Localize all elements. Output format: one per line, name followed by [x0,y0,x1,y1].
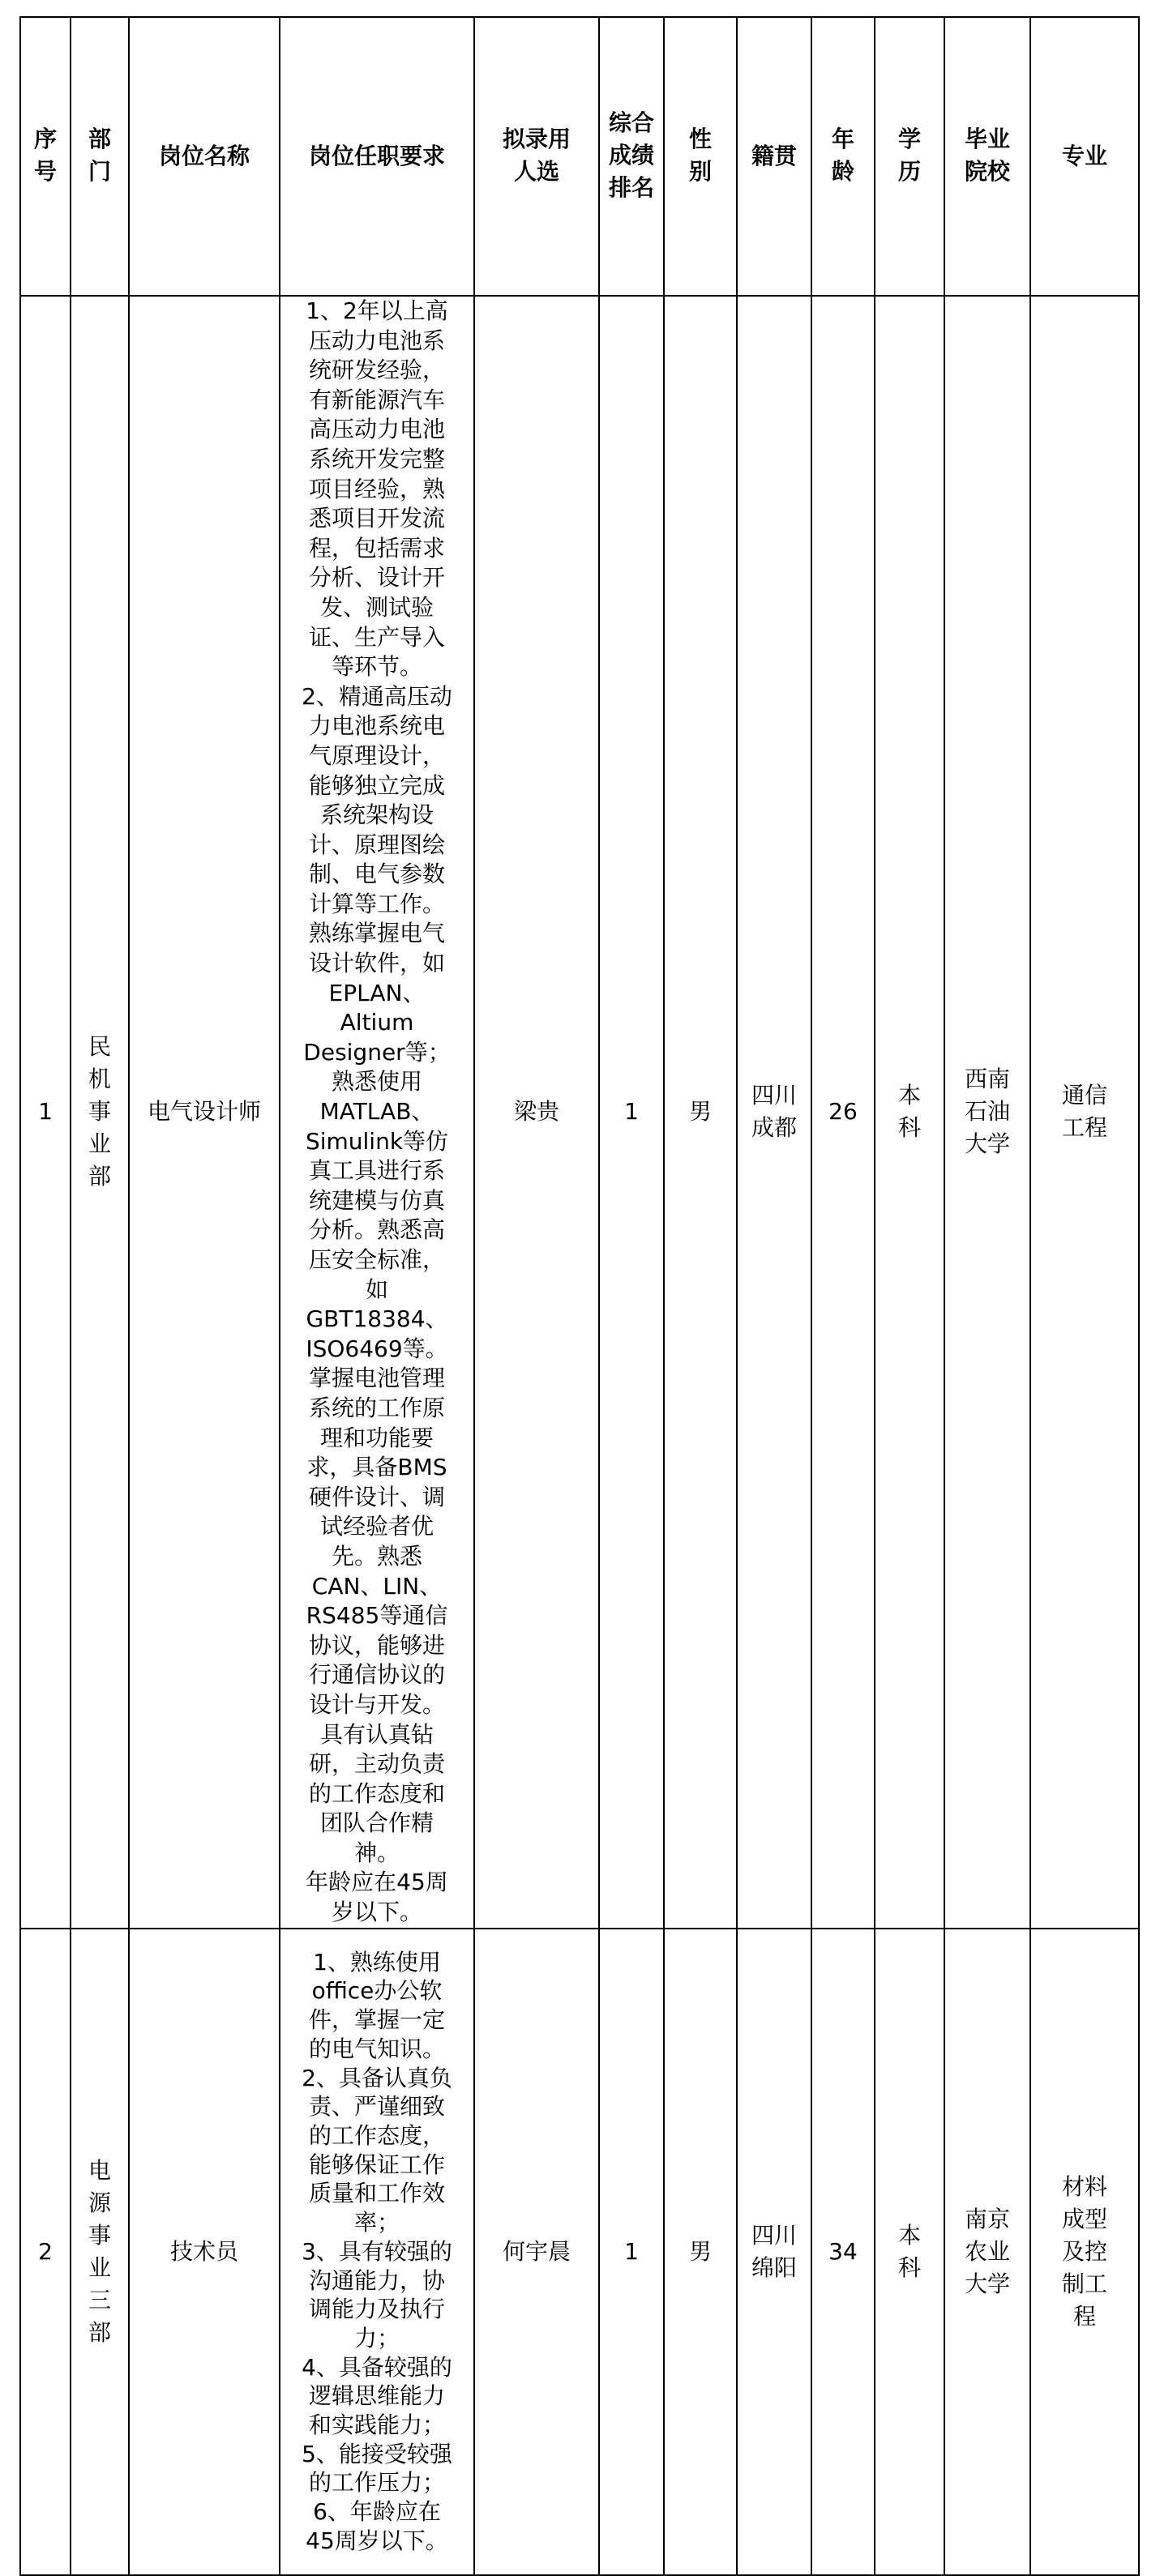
header-score-rank: 综合 成绩 排名 [599,17,664,296]
cell-origin: 四川 成都 [737,296,811,1929]
header-major: 专业 [1030,17,1139,296]
header-position: 岗位名称 [129,17,280,296]
cell-school: 西南 石油 大学 [944,296,1030,1929]
cell-origin: 四川 绵阳 [737,1929,811,2575]
header-gender: 性 别 [664,17,737,296]
cell-score-rank: 1 [599,1929,664,2575]
cell-requirements: 1、2年以上高 压动力电池系 统研发经验， 有新能源汽车 高压动力电池 系统开发完整 项目经验，熟 悉项目开发流 程，包括需求 分析、设计开 发、测试验 证、生产导入 等环节。 2、精通高压动 力电池系统电 气原理设计， 能够独立完成 系统架构设 计、原理图绘 制、电气参数 计算等工作。 熟练掌握电气 设计软件，如 EPLAN、 Altium Designer等； 熟悉使用 MATLAB、 Simulink等仿 真工具进行系 统建模与仿真 分析。熟悉高 压安全标准， 如 GBT18384、 ISO6469等。 掌握电池管理 系统的工作原 理和功能要 求，具备BMS 硬件设计、调 试经验者优 先。熟悉 CAN、LIN、 RS485等通信 协议，能够进 行通信协议的 设计与开发。 具有认真钻 研，主动负责 的工作态度和 团队合作精 神。 年龄应在45周 岁以下。 [280,296,474,1929]
cell-major: 通信 工程 [1030,296,1139,1929]
header-dept: 部 门 [71,17,129,296]
header-row [20,17,1139,296]
header-seq: 序 号 [20,17,71,296]
header-candidate: 拟录用 人选 [474,17,599,296]
table-row [20,1929,1139,2575]
cell-requirements: 1、熟练使用 office办公软 件，掌握一定 的电气知识。 2、具备认真负 责、严谨细致 的工作态度， 能够保证工作 质量和工作效 率； 3、具有较强的 沟通能力，协 调能力及执行 力； 4、具备较强的 逻辑思维能力 和实践能力； 5、能接受较强 的工作压力； 6、年龄应在 45周岁以下。 [280,1929,474,2575]
cell-major: 材料 成型 及控 制工 程 [1030,1929,1139,2575]
cell-score-rank: 1 [599,296,664,1929]
cell-position: 技术员 [129,1929,280,2575]
cell-seq: 1 [20,296,71,1929]
cell-gender: 男 [664,1929,737,2575]
header-age: 年 龄 [811,17,875,296]
cell-education: 本 科 [875,296,944,1929]
cell-gender: 男 [664,296,737,1929]
table-row [20,296,1139,1929]
recruitment-table [19,16,1140,2576]
header-school: 毕业 院校 [944,17,1030,296]
cell-seq: 2 [20,1929,71,2575]
cell-school: 南京 农业 大学 [944,1929,1030,2575]
cell-dept: 民 机 事 业 部 [71,296,129,1929]
header-requirements: 岗位任职要求 [280,17,474,296]
cell-age: 34 [811,1929,875,2575]
header-education: 学 历 [875,17,944,296]
cell-candidate: 何宇晨 [474,1929,599,2575]
cell-dept: 电 源 事 业 三 部 [71,1929,129,2575]
cell-position: 电气设计师 [129,296,280,1929]
cell-education: 本 科 [875,1929,944,2575]
cell-age: 26 [811,296,875,1929]
header-origin: 籍贯 [737,17,811,296]
cell-candidate: 梁贵 [474,296,599,1929]
